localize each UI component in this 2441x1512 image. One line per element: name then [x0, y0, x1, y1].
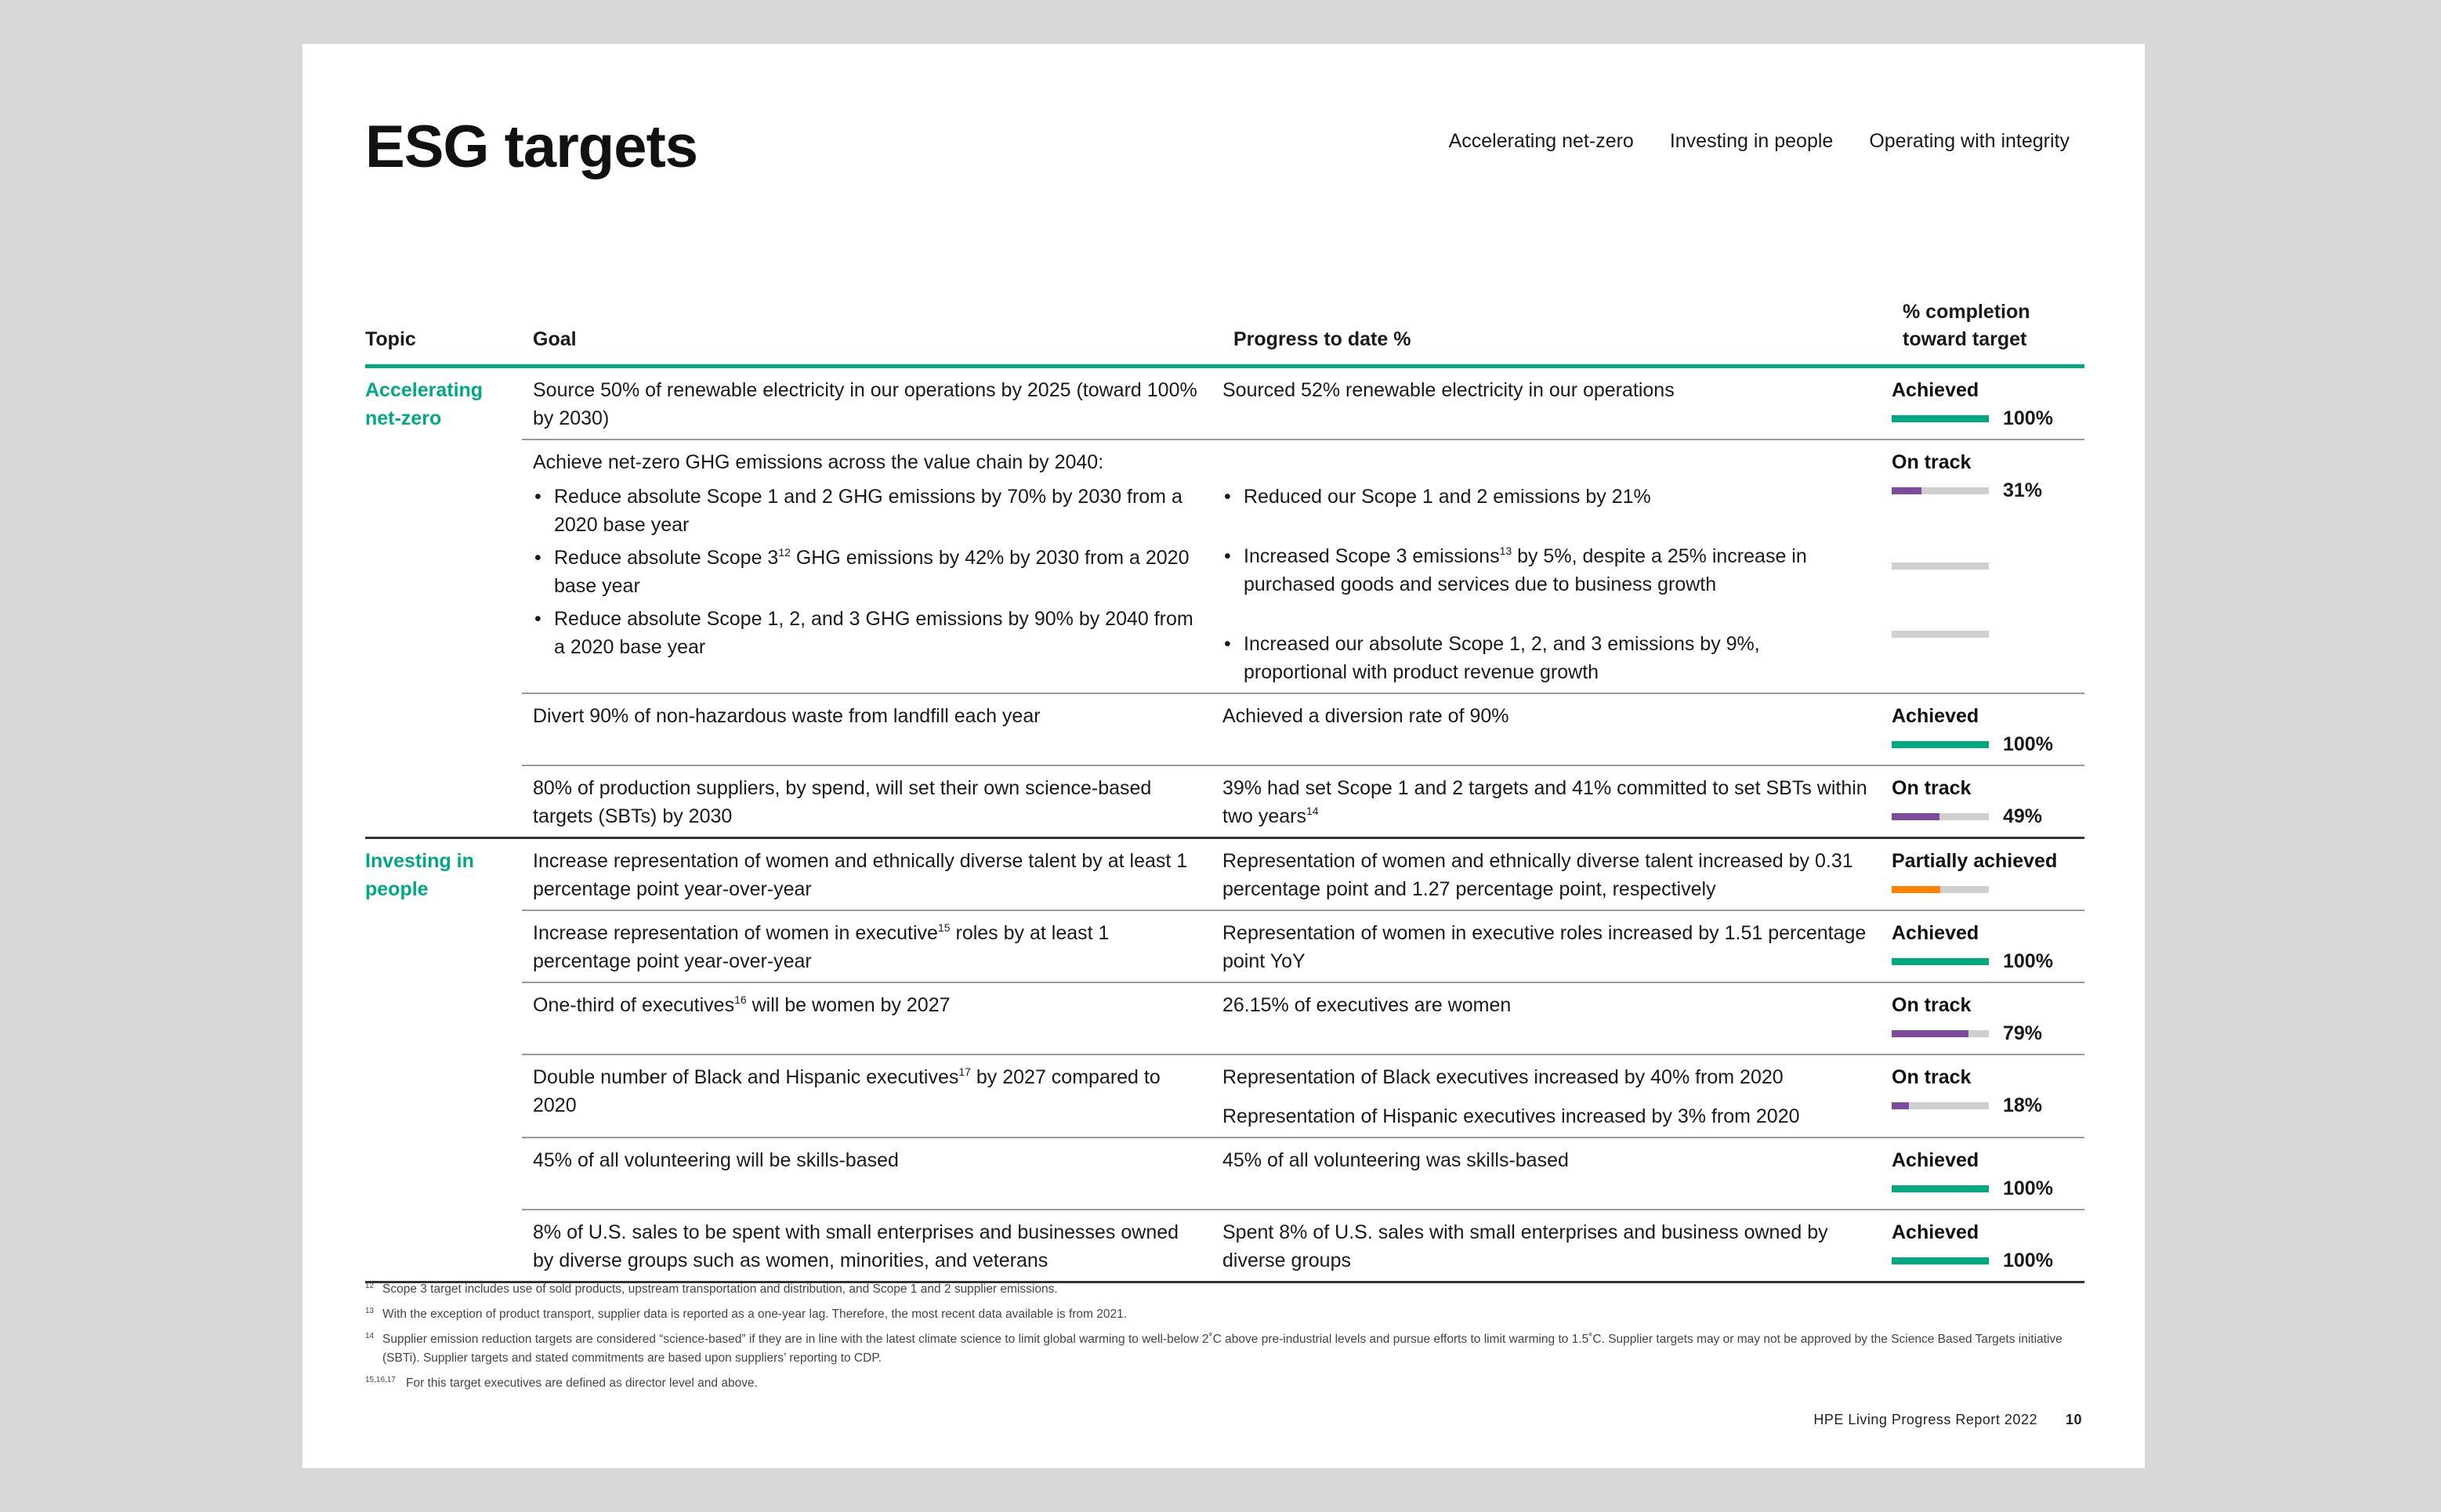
progress-fill — [1892, 1102, 1909, 1109]
topic-label: Investing in people — [365, 850, 474, 900]
progress-fill — [1892, 1185, 1989, 1192]
progress-bar — [1892, 741, 1989, 748]
progress-cell: Representation of women in executive roles increased by 1.51 percentage point YoY — [1222, 922, 1867, 972]
table-row — [522, 1138, 2084, 1210]
footnote: 13 With the exception of product transport, supplier data is reported as a one-year lag. Therefore, the most recent data available is from 2021. — [365, 1307, 1128, 1321]
list-item: • Increased our absolute Scope 1, 2, and 3 emissions by 9%, proportional with product revenue growth — [1222, 630, 1868, 686]
percent-label: 100% — [2003, 950, 2053, 972]
status-label: On track — [1892, 1066, 1972, 1088]
list-item: • Increased Scope 3 emissions$^{13}$ by 5%, despite a 25% increase in purchased goods and services due to business growth — [1222, 542, 1868, 599]
list-item: • Reduce absolute Scope $3^{12}$ GHG emissions by 42% by 2030 from a 2020 base year — [533, 544, 1199, 600]
progress-fill — [1892, 1030, 1968, 1037]
topic-label: Accelerating net-zero — [365, 379, 483, 429]
percent-label: 49% — [2003, 805, 2043, 827]
progress-cell: Achieved a diversion rate of 90% — [1222, 705, 1509, 727]
progress-fill — [1892, 958, 1989, 965]
completion-cell — [1892, 839, 2084, 910]
completion-cell — [1892, 1138, 2084, 1209]
goal-cell: 8% of U.S. sales to be spent with small enterprises and businesses owned by diverse groups such as women, minorities, and veterans — [533, 1221, 1179, 1271]
page-number: 10 — [2065, 1412, 2082, 1427]
goal-cell: Source 50% of renewable electricity in our operations by 2025 (toward 100% by 2030) — [533, 379, 1197, 429]
completion-cell — [1892, 368, 2084, 439]
footnote: 14 Supplier emission reduction targets are considered “science-based” if they are in line with the latest climate science to limit global warming to well-below 2˚C above pre-industrial levels and pursue efforts to limit warming to 1.5˚C. Supplier targets may or may not be approved by the Science Based Targets initiative (SBTi). Supplier targets and stated commitments are based upon suppliers’ reporting to CDP. — [365, 1332, 2063, 1365]
header-completion: % completion toward target — [1903, 301, 2030, 350]
header-goal: Goal — [533, 328, 577, 350]
section-investing-in-people — [365, 839, 2084, 1283]
progress-text: Representation of Black executives increased by 40% from 2020 — [1222, 1066, 1784, 1088]
list-item: • Reduced our Scope 1 and 2 emissions by 21% — [1222, 483, 1868, 511]
completion-cell — [1892, 694, 2084, 765]
progress-cell: Sourced 52% renewable electricity in our operations — [1222, 379, 1675, 401]
goal-cell: One-third of executives$^{16}$ will be women by 2027 — [533, 993, 951, 1016]
nav-accelerating-net-zero[interactable]: Accelerating net-zero — [1448, 130, 1634, 152]
percent-label: 100% — [2003, 1177, 2053, 1199]
progress-bar — [1892, 1185, 1989, 1192]
progress-bar — [1892, 1257, 1989, 1264]
progress-fill — [1892, 741, 1989, 748]
table-row — [522, 1210, 2084, 1281]
header-progress: Progress to date % — [1233, 328, 1411, 350]
status-label: On track — [1892, 451, 1972, 473]
list-item: • Reduce absolute Scope 1 and 2 GHG emissions by 70% by 2030 from a 2020 base year — [533, 483, 1199, 539]
esg-targets-table — [365, 255, 2084, 1283]
progress-text: Representation of Hispanic executives increased by 3% from 2020 — [1222, 1105, 1800, 1127]
percent-label: 100% — [2003, 733, 2053, 755]
completion-cell — [1892, 1055, 2084, 1137]
table-row — [522, 983, 2084, 1055]
footnotes — [365, 1280, 2084, 1399]
page-title: ESG targets — [365, 114, 698, 180]
empty-bar — [1892, 562, 1989, 570]
progress-bar — [1892, 415, 1989, 422]
status-label: On track — [1892, 777, 1972, 799]
progress-bullets — [1222, 483, 1868, 686]
percent-label: 31% — [2003, 479, 2043, 501]
table-row — [522, 766, 2084, 837]
progress-bar — [1892, 886, 1989, 893]
completion-cell — [1892, 440, 2084, 693]
percent-label: 79% — [2003, 1022, 2043, 1044]
goal-cell: 45% of all volunteering will be skills-based — [533, 1149, 899, 1171]
page-footer — [1813, 1412, 2082, 1428]
table-row — [522, 911, 2084, 983]
status-label: Achieved — [1892, 379, 1979, 401]
progress-cell: Spent 8% of U.S. sales with small enterprises and business owned by diverse groups — [1222, 1221, 1828, 1271]
progress-cell: 45% of all volunteering was skills-based — [1222, 1149, 1569, 1171]
status-label: On track — [1892, 994, 1972, 1016]
table-row — [522, 839, 2084, 911]
goal-cell: 80% of production suppliers, by spend, will set their own science-based targets (SBTs) by 2030 — [533, 777, 1152, 827]
progress-fill — [1892, 813, 1939, 820]
status-label: Achieved — [1892, 1221, 1979, 1243]
progress-cell: Representation of women and ethnically diverse talent increased by 0.31 percentage point and 1.27 percentage point, respectively — [1222, 850, 1853, 900]
progress-fill — [1892, 415, 1989, 422]
top-navigation — [1449, 130, 2070, 153]
footnote: 15,16,17 For this target executives are defined as director level and above. — [365, 1376, 758, 1390]
footnote: 12 Scope 3 target includes use of sold products, upstream transportation and distribution, and Scope 1 and 2 supplier emissions. — [365, 1282, 1058, 1296]
header-topic: Topic — [365, 328, 416, 350]
report-page — [302, 44, 2145, 1468]
table-header — [365, 255, 2084, 368]
status-label: Achieved — [1892, 1149, 1979, 1171]
status-label: Achieved — [1892, 922, 1979, 944]
status-label: Partially achieved — [1892, 850, 2058, 872]
progress-fill — [1892, 1257, 1989, 1264]
completion-cell — [1892, 1210, 2084, 1281]
list-item: • Reduce absolute Scope 1, 2, and 3 GHG emissions by 90% by 2040 from a 2020 base year — [533, 605, 1199, 661]
progress-cell: 39% had set Scope 1 and 2 targets and 41% committed to set SBTs within two years$^{14}$ — [1222, 777, 1867, 827]
table-row — [522, 1055, 2084, 1138]
nav-operating-with-integrity[interactable]: Operating with integrity — [1869, 130, 2070, 152]
table-row — [522, 368, 2084, 440]
completion-cell — [1892, 766, 2084, 837]
progress-bar — [1892, 813, 1989, 820]
percent-label: 100% — [2003, 1250, 2053, 1271]
goal-cell: Divert 90% of non-hazardous waste from landfill each year — [533, 705, 1041, 727]
progress-cell — [1222, 1055, 1892, 1137]
goal-cell: Increase representation of women and ethnically diverse talent by at least 1 percentage point year-over-year — [533, 850, 1188, 900]
progress-cell: 26.15% of executives are women — [1222, 994, 1512, 1016]
progress-fill — [1892, 886, 1940, 893]
table-row — [522, 694, 2084, 766]
goal-bullets — [533, 483, 1199, 661]
goal-cell: Increase representation of women in executive$^{15}$ roles by at least 1 percentage point year-over-year — [533, 921, 1110, 972]
report-name: HPE Living Progress Report 2022 — [1813, 1412, 2037, 1427]
percent-label: 100% — [2003, 407, 2053, 429]
progress-bar — [1892, 1030, 1989, 1037]
percent-label: 18% — [2003, 1094, 2043, 1116]
empty-bar — [1892, 631, 1989, 638]
section-accelerating-net-zero — [365, 368, 2084, 839]
progress-bar — [1892, 487, 1989, 494]
progress-cell — [1222, 440, 1892, 693]
nav-investing-in-people[interactable]: Investing in people — [1669, 130, 1834, 152]
progress-bar — [1892, 1102, 1989, 1109]
progress-bar — [1892, 958, 1989, 965]
goal-text: Achieve net-zero GHG emissions across the value chain by 2040: — [533, 451, 1104, 473]
table-row — [522, 440, 2084, 694]
goal-cell: Double number of Black and Hispanic executives$^{17}$ by 2027 compared to 2020 — [533, 1065, 1161, 1116]
completion-cell — [1892, 983, 2084, 1054]
progress-fill — [1892, 487, 1921, 494]
goal-cell — [522, 440, 1222, 693]
completion-cell — [1892, 911, 2084, 982]
status-label: Achieved — [1892, 705, 1979, 727]
